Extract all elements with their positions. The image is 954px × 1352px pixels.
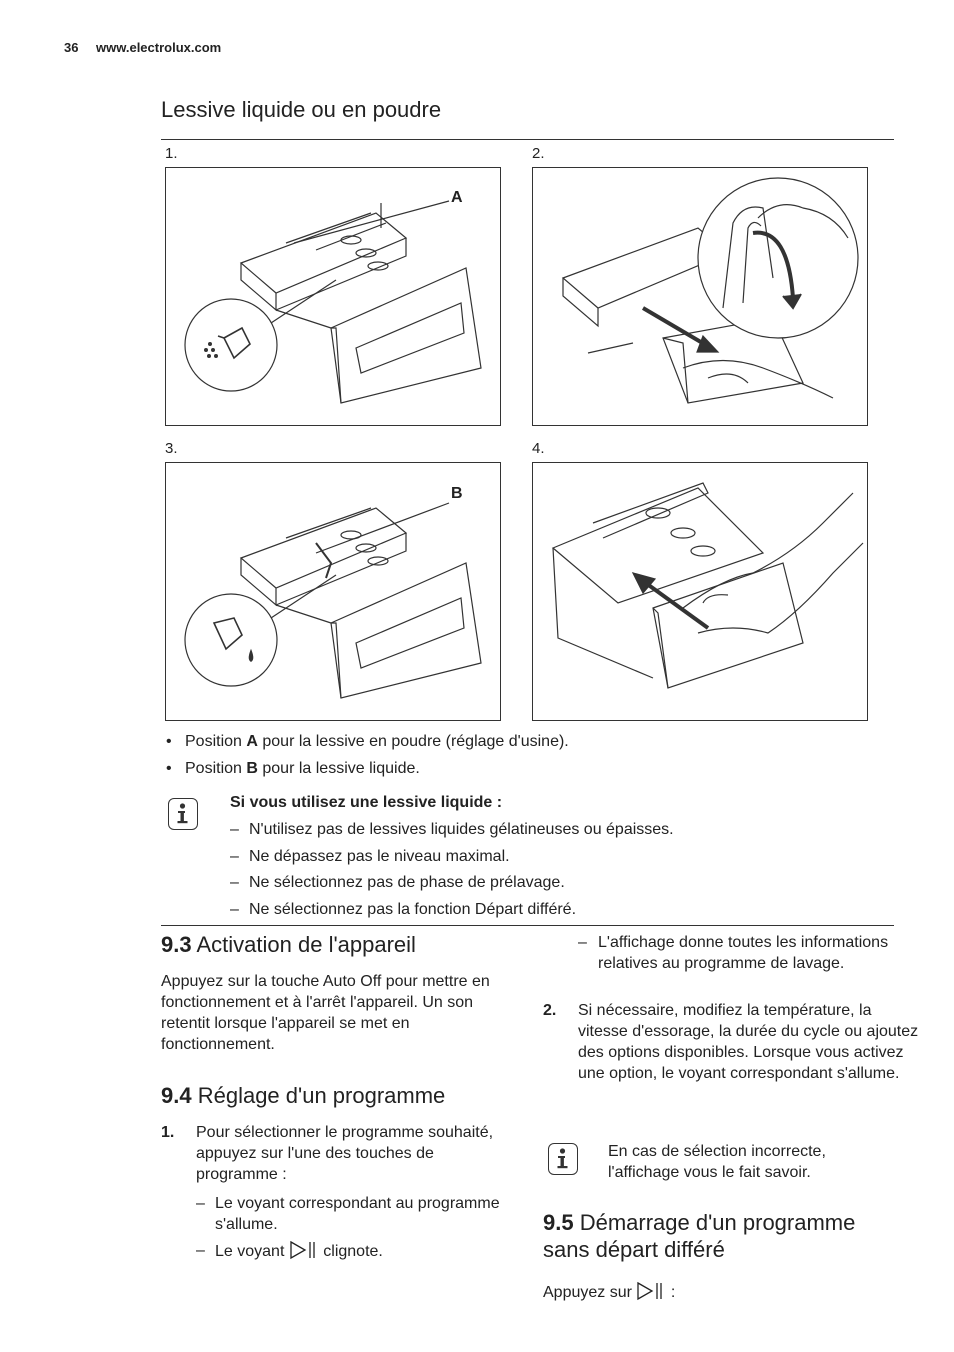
position-bullets	[160, 733, 860, 787]
title-rule	[161, 139, 894, 140]
detergent-drawer-drawing	[553, 483, 803, 688]
bullet-position-a: • Position A pour la lessive en poudre (réglage d'usine).	[160, 733, 860, 760]
section-9-3	[161, 931, 511, 1055]
note-item: – Ne sélectionnez pas de phase de prélavage.	[230, 874, 850, 901]
step-1-sub-3: – L'affichage donne toutes les informations relatives au programme de lavage.	[578, 934, 889, 972]
figure-1-label: 1.	[165, 145, 178, 162]
figure-4	[532, 462, 868, 721]
callout-b: B	[451, 485, 463, 502]
figure-4-label: 4.	[532, 440, 545, 457]
section-9-5	[543, 1209, 903, 1307]
zoom-circle	[698, 178, 858, 338]
section-9-5-body: Appuyez sur :	[543, 1281, 903, 1307]
note-item: – Ne dépassez pas le niveau maximal.	[230, 848, 850, 875]
hand-drawing	[683, 493, 863, 633]
detergent-drawer-drawing	[241, 203, 481, 403]
header-url: www.electrolux.com	[96, 40, 222, 55]
bullet-position-b: • Position B pour la lessive liquide.	[160, 760, 860, 787]
note-rule	[161, 925, 894, 926]
note-item: – Ne sélectionnez pas la fonction Départ différé.	[230, 901, 850, 928]
page-number: 36	[64, 40, 79, 55]
liquid-detergent-circle	[185, 594, 277, 686]
step-1: 1. Pour sélectionner le programme souhaité, appuyez sur l'une des touches de programme :	[161, 1124, 494, 1183]
callout-b-line	[316, 503, 449, 553]
section-title: Lessive liquide ou en poudre	[161, 97, 442, 122]
note-item: – N'utilisez pas de lessives liquides gélatineuses ou épaisses.	[230, 821, 850, 848]
callout-a: A	[451, 189, 463, 206]
step-2: 2. Si nécessaire, modifiez la température, la vitesse d'essorage, la durée du cycle ou ajoutez des options disponibles. Lorsque vous activez une option, le voyant correspondant s'allume.	[543, 1002, 919, 1082]
play-pause-icon	[289, 1240, 319, 1266]
section-9-3-heading: 9.3 Activation de l'appareil	[161, 932, 416, 957]
note-title: Si vous utilisez une lessive liquide :	[230, 794, 503, 811]
info-icon	[548, 1143, 578, 1175]
section-9-4	[161, 1082, 511, 1266]
liquid-detergent-note	[230, 794, 850, 927]
push-arrow-icon	[643, 581, 708, 628]
section-9-3-body: Appuyez sur la touche Auto Off pour mettre en fonctionnement et à l'arrêt l'appareil. Un son retentit lorsque l'appareil se met en fonctionnement.	[161, 973, 490, 1053]
step-1-sub-1: – Le voyant correspondant au programme s'allume.	[196, 1195, 500, 1233]
info-icon	[168, 798, 198, 830]
section-9-4-heading: 9.4 Réglage d'un programme	[161, 1083, 446, 1108]
figure-2	[532, 167, 868, 426]
powder-detergent-circle	[185, 299, 277, 391]
callout-a-line	[294, 201, 449, 243]
section-9-5-heading: 9.5 Démarrage d'un programme sans départ différé	[543, 1210, 856, 1262]
step-1-sub-2: – Le voyant clignote.	[161, 1240, 511, 1266]
figure-3-label: 3.	[165, 440, 178, 457]
play-pause-icon	[636, 1281, 666, 1307]
figure-2-label: 2.	[532, 145, 545, 162]
incorrect-selection-note: En cas de sélection incorrecte, l'affichage vous le fait savoir.	[608, 1143, 826, 1181]
